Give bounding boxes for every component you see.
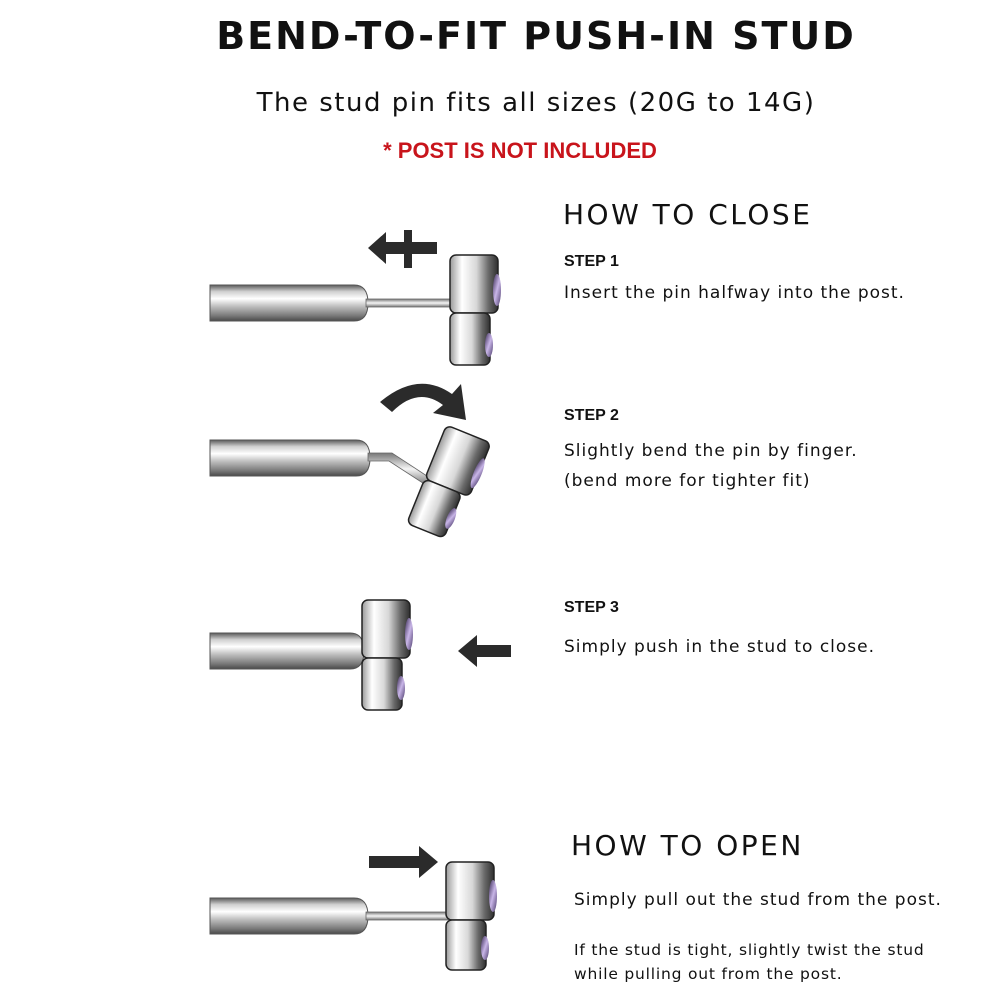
stud-pin [366, 299, 452, 307]
how-to-open-heading: HOW TO OPEN [571, 829, 804, 862]
step-3-text: Simply push in the stud to close. [564, 637, 876, 657]
stud-gem [493, 274, 501, 306]
stud-bezel-top [446, 862, 494, 920]
open-tip-line-2: while pulling out from the post. [574, 965, 843, 983]
stud-gem-small [481, 936, 489, 960]
pull-arrow-right-icon [369, 846, 438, 878]
open-text: Simply pull out the stud from the post. [574, 890, 942, 910]
push-arrow-left-icon [458, 635, 511, 667]
stud-gem [405, 618, 413, 650]
bent-stud-pin [368, 453, 430, 485]
post-rod [210, 285, 368, 321]
step-2-label: STEP 2 [564, 407, 619, 424]
page-subtitle: The stud pin fits all sizes (20G to 14G) [256, 88, 816, 118]
step-1-text: Insert the pin halfway into the post. [564, 283, 905, 303]
stud-pin [366, 912, 448, 920]
post-not-included-note: * POST IS NOT INCLUDED [383, 138, 657, 163]
step-2-illustration [210, 384, 494, 543]
step-2-text: Slightly bend the pin by finger. [564, 441, 858, 461]
arrow-crossbar [404, 230, 412, 268]
post-rod [210, 898, 368, 934]
stud-gem [489, 880, 497, 912]
post-rod [210, 440, 370, 476]
post-rod [210, 633, 364, 669]
stud-bezel-top [450, 255, 498, 313]
step-3-illustration [210, 600, 511, 710]
bend-arrow-icon [380, 384, 466, 420]
how-to-close-heading: HOW TO CLOSE [563, 198, 813, 231]
stud-bezel-bottom [446, 920, 486, 970]
step-3-label: STEP 3 [564, 599, 619, 616]
stud-bezel-top [362, 600, 410, 658]
push-arrow-left-icon [368, 232, 437, 264]
page-title: BEND-TO-FIT PUSH-IN STUD [216, 14, 856, 58]
step-2-text-secondary: (bend more for tighter fit) [564, 471, 811, 491]
stud-gem-small [485, 333, 493, 357]
open-illustration [210, 846, 497, 970]
stud-bezel-bottom [450, 313, 490, 365]
stud-gem-small [397, 676, 405, 700]
step-1-label: STEP 1 [564, 253, 619, 270]
step-1-illustration [210, 230, 501, 365]
open-tip-line-1: If the stud is tight, slightly twist the stud [574, 941, 925, 959]
stud-bezel-bottom [362, 658, 402, 710]
